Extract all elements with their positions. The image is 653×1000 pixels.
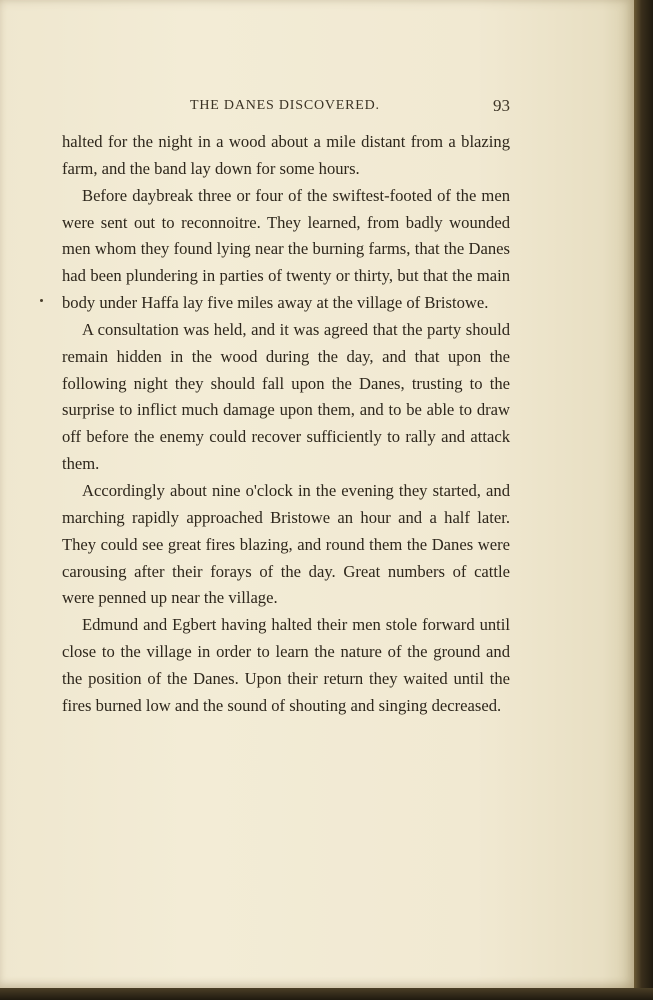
paragraph-3: A consultation was held, and it was agreed that the party should remain hidden in the wood during the day, and that upon the following night they should fall upon the Danes, trusting to the surprise to inflict much damage upon them, and to be able to draw off before the enemy could recover sufficiently to rally and attack them. bbox=[62, 319, 510, 474]
body-text bbox=[62, 129, 510, 720]
paragraph-5: Edmund and Egbert having halted their men stole forward until close to the village in order to learn the nature of the ground and the position of the Danes. Upon their return they waited until the fires burned low and the sound of shouting and singing decreased. bbox=[62, 615, 510, 715]
paragraph-4: Accordingly about nine o'clock in the evening they started, and marching rapidly approached Bristowe an hour and a half later. They could see great fires blazing, and round them the Danes were carousing after their forays of the day. Great numbers of cattle were penned up near the village. bbox=[62, 480, 510, 608]
running-title: THE DANES DISCOVERED. bbox=[190, 98, 380, 113]
paragraph-2: Before daybreak three or four of the swiftest-footed of the men were sent out to reconnoitre. They learned, from badly wounded men whom they found lying near the burning farms, that the Danes had been plundering in parties of twenty or thirty, but that the main body under Haffa lay five miles away at the village of Bristowe. bbox=[62, 185, 510, 313]
margin-speck bbox=[40, 299, 43, 302]
book-bottom-edge bbox=[0, 988, 653, 1000]
book-spine-edge bbox=[634, 0, 653, 1000]
paragraph-1: halted for the night in a wood about a mile distant from a blazing farm, and the band lay down for some hours. bbox=[62, 132, 510, 178]
running-header bbox=[62, 98, 510, 120]
page-number: 93 bbox=[493, 96, 510, 115]
